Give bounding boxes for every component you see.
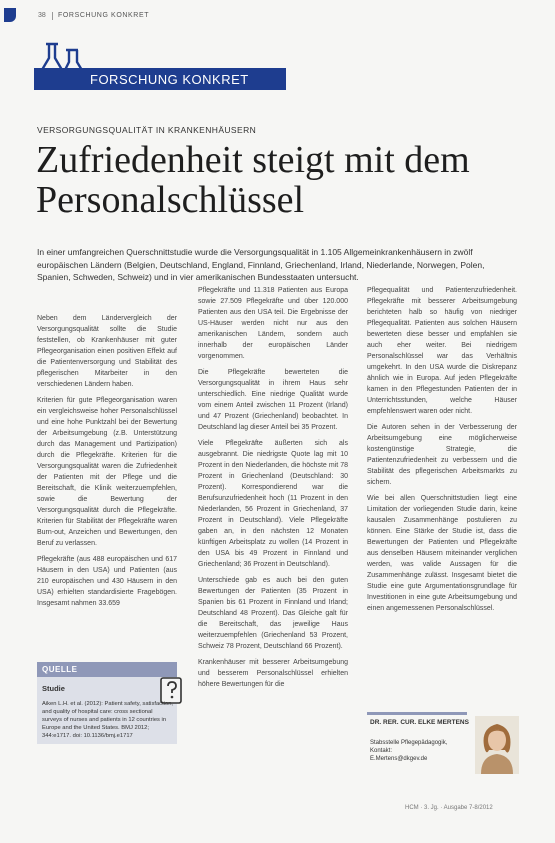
article-lead: In einer umfangreichen Querschnittstudie wurde die Versorgungsqualität in 1.105 Allgemeinkrankenhäusern in zwölf europäischen Ländern (Belgien, Deutschland, England, Finnland, Griechenland, Irland, Niederlande, Norwegen, Polen, Spanien, Schweden, Schweiz) und in vier amerikanischen Bundesstaaten untersucht. xyxy=(37,247,485,282)
author-details xyxy=(370,739,470,763)
source-subtitle: Studie xyxy=(42,684,65,693)
paragraph: Krankenhäuser mit besserer Arbeitsumgebung und besserem Personalschlüssel erhielten höhere Bewertungen für die xyxy=(198,659,348,688)
paragraph: Unterschiede gab es auch bei den guten Bewertungen der Patienten (35 Prozent in Spanien bis 61 Prozent in Finnland und Irland; Deutschland 48 Prozent). Das Gleiche galt für die Bereitschaft, das jeweilige Haus weiterzuempfehlen (Griechenland 53 Prozent, Schweiz 78 Prozent, Deutschland 66 Prozent). xyxy=(198,577,348,650)
section-banner xyxy=(34,68,286,90)
paragraph: Kriterien für gute Pflegeorganisation waren ein vergleichsweise hoher Personalschlüssel und eine hohe Punktzahl bei der Bewertung der Arbeitsumgebung (z.B. Unterstützung durch das Management und Partizipation) durch die Pflegekräfte. Kriterien für die Versorgungsqualität waren die Zufriedenheit der Patienten mit der Pflege und die Bereitschaft, die Klinik weiterzuempfehlen, sowie die Bewertung der Versorgungsqualität durch die Pflegekräfte. Kriterien für Stabilität der Pflegekräfte waren Burn-out, Anzeichen und Bewertungen, den Beruf zu verlassen. xyxy=(37,397,177,547)
page-footer: HCM · 3. Jg. · Ausgabe 7-8/2012 xyxy=(405,805,493,811)
corner-tab xyxy=(4,8,16,22)
paragraph: Pflegekräfte (aus 488 europäischen und 617 Häusern in den USA) und Patienten (aus 210 europäischen und 430 Häusern in den USA) erhielten standardisierte Fragebögen. Insgesamt nahmen 33.659 xyxy=(37,556,177,607)
header-separator xyxy=(52,12,53,20)
banner-title: FORSCHUNG KONKRET xyxy=(90,72,249,87)
paragraph: Wie bei allen Querschnittstudien liegt eine Limitation der vorliegenden Studie darin, keine kausalen Zusammenhänge postulieren zu können. Eine Stärke der Studie ist, dass die Bewertungen der Patienten und Pflegekräfte aus denselben Häusern miteinander verglichen werden, was valide Aussagen für die Zusammenhänge zulässt. Insgesamt bietet die Studie eine gute Argumentationsgrundlage für Investitionen in eine gute Arbeitsumgebung und einen angemessenen Personalschlüssel. xyxy=(367,495,517,612)
source-label: QUELLE xyxy=(42,665,78,674)
text-column-2 xyxy=(198,285,348,695)
article-title: Zufriedenheit steigt mit dem Personalschlüssel xyxy=(36,139,470,221)
paragraph: Die Pflegekräfte bewerteten die Versorgungsqualität in ihrem Haus sehr unterschiedlich. Eine niedrige Qualität wurde vom einem Anteil zwischen 11 Prozent (Irland) und 47 Prozent (Griechenland) beobachtet. In Deutschland lag dieser Anteil bei 35 Prozent. xyxy=(198,369,348,431)
page-number: 38 xyxy=(38,12,46,19)
author-email[interactable]: E.Mertens@dkgev.de xyxy=(370,756,428,762)
author-role: Stabsstelle Pflegepädagogik, xyxy=(370,740,448,746)
paragraph: Die Autoren sehen in der Verbesserung der Arbeitsumgebung eine möglicherweise kostengünstige Strategie, die Patientenzufriedenheit zu verbessern und die Stabilität des pflegerischen Arbeitsmarkts zu sichern. xyxy=(367,424,517,486)
author-contact-box xyxy=(367,712,517,780)
running-section-title: FORSCHUNG KONKRET xyxy=(58,12,150,19)
source-box xyxy=(37,662,177,744)
text-column-3 xyxy=(367,285,517,619)
author-name: DR. RER. CUR. ELKE MERTENS xyxy=(370,719,469,726)
paragraph: Viele Pflegekräfte äußerten sich als ausgebrannt. Die niedrigste Quote lag mit 10 Prozent in den Niederlanden, die höchste mit 78 Prozent in Griechenland (Deutschland: 30 Prozent). Korrespondierend war die Berufsunzufriedenheit hoch (11 Prozent in den Niederlanden, 56 Prozent in Griechenland, 37 Prozent in Deutschland). Viele Pflegekräfte gaben an, in den nächsten 12 Monaten künftigen Arbeitsplatz zu wollen (14 Prozent in den USA bis 49 Prozent in Finnland und Griechenland; 36 Prozent in Deutschland). xyxy=(198,440,348,568)
contact-divider xyxy=(367,712,467,715)
source-header xyxy=(37,662,177,677)
author-org: Kontakt: xyxy=(370,748,393,754)
paragraph: Neben dem Ländervergleich der Versorgungsqualität sollte die Studie feststellen, ob Krankenhäuser mit guter Pflegeorganisation einen positiven Effekt auf die Patientenversorgung und Stabilität des pflegerischen Mitarbeiter in den verschiedenen Ländern haben. xyxy=(37,315,177,388)
paragraph: Pflegekräfte und 11.318 Patienten aus Europa sowie 27.509 Pflegekräfte und über 120.000 Patienten aus den USA teil. Die Ergebnisse der US-Häuser werden nicht nur aus den amerikanischen Ländern, sondern auch innerhalb der europäischen Länder vorgenommen. xyxy=(198,287,348,360)
author-photo xyxy=(475,716,519,774)
source-citation: Aiken L.H. et al. (2012): Patient safety, satisfaction, and quality of hospital care: cross sectional surveys of nurses and patients in 12 countries in Europe and the United States. BMJ 2012; 344:e1717. doi: 10.1136/bmj.e1717 xyxy=(42,701,174,739)
article-kicker: VERSORGUNGSQUALITÄT IN KRANKENHÄUSERN xyxy=(37,125,257,135)
text-column-1 xyxy=(37,313,177,614)
running-header xyxy=(4,8,204,26)
paragraph: Pflegequalität und Patientenzufriedenheit. Pflegekräfte mit besserer Arbeitsumgebung berichteten halb so häufig von niedriger Pflegequalität. Patienten aus solchen Häusern bewerteten diese besser und empfahlen sie auch eher weiter. Bei niedrigem Personalschlüssel war das Verhältnis umgekehrt. In den USA wurde die Diskrepanz ähnlich wie in Europa. Auf jeden Pflegekräfte kamen in den Pflegestunden Patienten der in Unterrichtsstunden, welche Häuser empfehlenswert waren oder nicht. xyxy=(367,287,517,415)
